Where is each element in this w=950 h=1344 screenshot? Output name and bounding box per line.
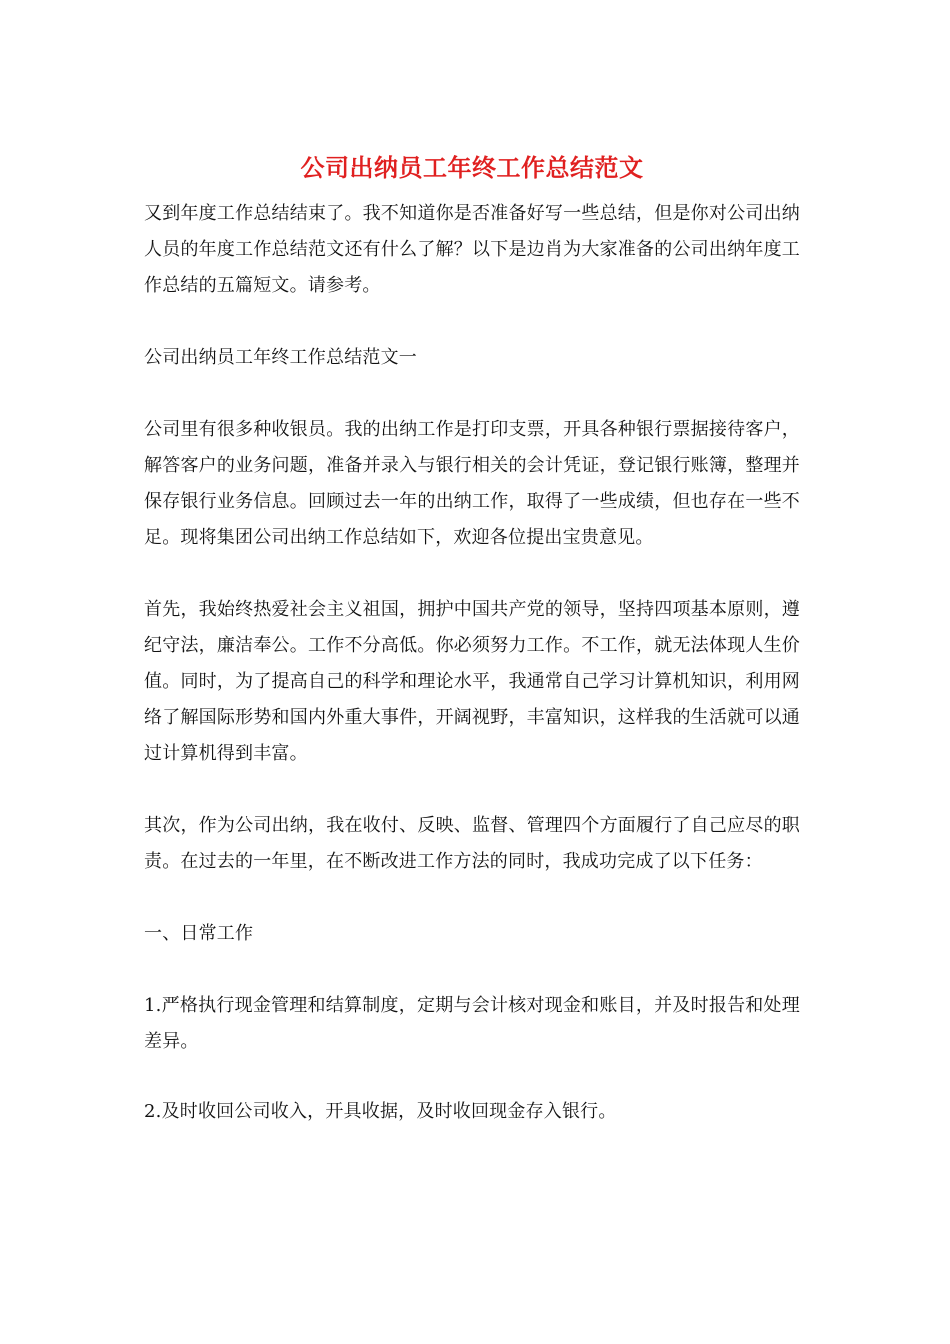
body-paragraph: 公司里有很多种收银员。我的出纳工作是打印支票，开具各种银行票据接待客户，解答客户的业务问题，准备并录入与银行相关的会计凭证，登记银行账簿，整理并保存银行业务信息。回顾过去一年的出纳工作，取得了一些成绩，但也存在一些不足。现将集团公司出纳工作总结如下，欢迎各位提出宝贵意见。 bbox=[144, 419, 800, 548]
intro-paragraph: 又到年度工作总结结束了。我不知道你是否准备好写一些总结，但是你对公司出纳人员的年度工作总结范文还有什么了解？以下是边肖为大家准备的公司出纳年度工作总结的五篇短文。请参考。 bbox=[144, 203, 800, 296]
list-item: 2.及时收回公司收入，开具收据，及时收回现金存入银行。 bbox=[144, 1101, 617, 1122]
body-paragraph: 首先，我始终热爱社会主义祖国，拥护中国共产党的领导，坚持四项基本原则，遵纪守法，廉洁奉公。工作不分高低。你必须努力工作。不工作，就无法体现人生价值。同时，为了提高自己的科学和理论水平，我通常自己学习计算机知识，利用网络了解国际形势和国内外重大事件，开阔视野，丰富知识，这样我的生活就可以通过计算机得到丰富。 bbox=[144, 599, 800, 764]
body-paragraph: 其次，作为公司出纳，我在收付、反映、监督、管理四个方面履行了自己应尽的职责。在过去的一年里，在不断改进工作方法的同时，我成功完成了以下任务： bbox=[144, 815, 800, 872]
section-heading: 公司出纳员工年终工作总结范文一 bbox=[144, 347, 417, 368]
document-title: 公司出纳员工年终工作总结范文 bbox=[300, 153, 644, 182]
subsection-heading: 一、日常工作 bbox=[144, 923, 254, 944]
list-item: 1.严格执行现金管理和结算制度，定期与会计核对现金和账目，并及时报告和处理差异。 bbox=[144, 995, 800, 1052]
